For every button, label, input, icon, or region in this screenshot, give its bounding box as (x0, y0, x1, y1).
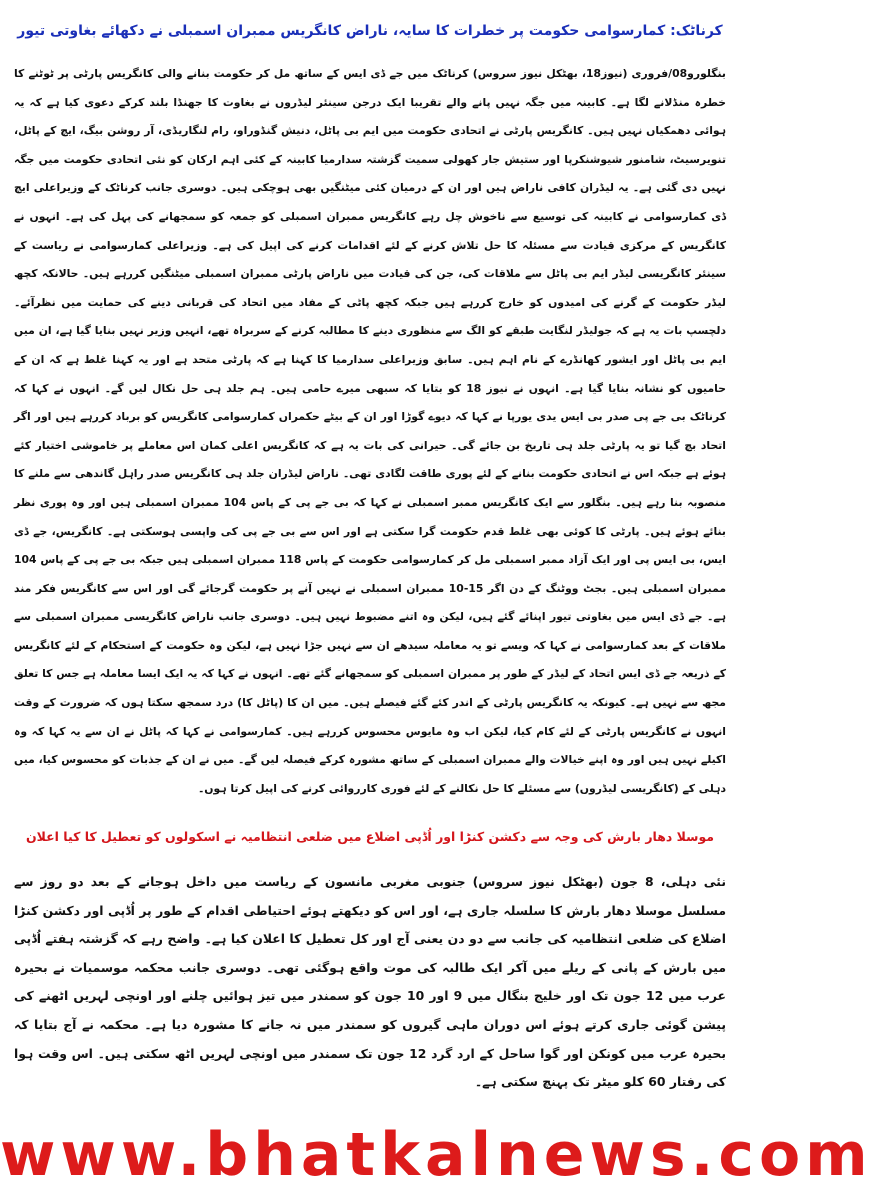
website-watermark: www.bhatkalnews.com (0, 1120, 873, 1190)
article-2-headline: موسلا دھار بارش کی وجہ سے دکشن کنڑا اور اُڈپی اضلاع میں ضلعی انتظامیہ نے اسکولوں کو تعطیل کا کیا اعلان (25, 829, 715, 844)
article-2-paragraph: نئی دہلی، 8 جون (بھٹکل نیوز سروس) جنوبی مغربی مانسون کے ریاست میں داخل ہوجانے کے بعد دو روز سے مسلسل موسلا دھار بارش کا سلسلہ جاری ہے، اور اس کو دیکھتے ہوئے احتیاطی اقدام کے طور پر اُڈپی اور دکشن کنڑا اضلاع کی ضلعی انتظامیہ کی جانب سے دو دن یعنی آج اور کل تعطیل کا اعلان کیا ہے۔ واضح رہے کہ گزشتہ ہفتے اُڈپی میں بارش کے پانی کے ریلے میں آکر ایک طالبہ کی موت واقع ہوگئی تھی۔ دوسری جانب محکمہ موسمیات نے بحیرہ عرب میں 12 جون تک اور خلیج بنگال میں 9 اور 10 جون کو سمندر میں تیز ہوائیں چلنے اور اونچی لہریں اٹھنے کی پیشن گوئی جاری کرتے ہوئے اس دوران ماہی گیروں کو سمندر میں نہ جانے کا مشورہ دیا ہے۔ محکمہ نے آج بتایا کہ بحیرہ عرب میں کونکن اور گوا ساحل کے ارد گرد 12 جون تک سمندر میں اونچی لہریں اٹھ سکتی ہیں۔ اس وقت ہوا کی رفتار 60 کلو میٹر تک پہنچ سکتی ہے۔ (14, 874, 726, 1090)
article-1-headline: کرناٹک: کمارسوامی حکومت پر خطرات کا سایہ، ناراض کانگریس ممبران اسمبلی نے دکھائے بغاوتی تیور (17, 23, 723, 39)
article-2-body (14, 868, 726, 1112)
article-1-paragraph: بنگلورو08/فروری (نیوز18، بھٹکل نیوز سروس) کرناٹک میں جے ڈی ایس کے ساتھ مل کر حکومت بنانے والی کانگریس پارٹی پر ٹوٹنے کا خطرہ منڈلانے لگا ہے۔ کابینہ میں جگہ نہیں پانے والے تقریبا ایک درجن سینئر لیڈروں نے بغاوت کا جھنڈا بلند کرکے دعوی کیا ہے کہ یہ ہوائی دھمکیاں نہیں ہیں۔ کانگریس پارٹی نے اتحادی حکومت میں ایم بی پاٹل، دنیش گنڈوراو، رام لنگاریڈی، آر روشن بیگ، ایچ کے پاٹل، تنویرسیٹ، شامنور شیوشنکرپا اور ستیش جار کھولی سمیت گزشتہ سدارمیا کابینہ کے کئی اہم ارکان کو نئی اتحادی حکومت میں جگہ نہیں دی گئی ہے۔ یہ لیڈران کافی ناراض ہیں اور ان کے درمیان کئی میٹنگیں بھی ہوچکی ہیں۔ دوسری جانب کرناٹک کے وزیراعلی ایچ ڈی کمارسوامی نے کابینہ کی توسیع سے ناخوش چل رہے کانگریس ممبران اسمبلی کو جمعہ کو سمجھانے کی پہل کی ہے۔ انہوں نے کانگریس کے مرکزی قیادت سے مسئلہ کا حل تلاش کرنے کے لئے اقدامات کرنے کی اپیل کی ہے۔ وزیراعلی کمارسوامی نے ریاست کے سینئر کانگریسی لیڈر ایم بی پاٹل سے ملاقات کی، جن کی قیادت میں ناراض پارٹی ممبران اسمبلی میٹنگیں کررہے ہیں۔ حالانکہ کچھ لیڈر حکومت کے گرنے کی امیدوں کو خارج کررہے ہیں جبکہ کچھ پاٹی کے مفاد میں اتحاد کی قربانی دینے کی حمایت میں نظرآئے۔ دلچسپ بات یہ ہے کہ جولیڈر لنگایت طبقے کو الگ سے منظوری دینے کا مطالبہ کرنے کے سربراہ تھے، انہیں وزیر نہیں بنایا گیا ہے، ان میں ایم بی پاٹل اور ایشور کھانڈرے کے نام اہم ہیں۔ سابق وزیراعلی سدارمیا کا کہنا ہے کہ پارٹی متحد ہے اور یہ کہنا غلط ہے کہ ان کے حامیوں کو نشانہ بنایا گیا ہے۔ انہوں نے نیوز 18 کو بتایا کہ سبھی میرے حامی ہیں۔ ہم جلد ہی حل نکال لیں گے۔ انہوں نے کہا کہ کرناٹک بی جے پی صدر بی ایس یدی یورپا نے کہا کہ دیوے گوڑا اور ان کے بیٹے حکمراں کمارسوامی کانگریس کو برباد کررہے ہیں اور اگر اتحاد بچ گیا تو یہ پارٹی جلد ہی تاریخ بن جائے گی۔ حیرانی کی بات یہ ہے کہ کانگریس اعلی کمان اس معاملے پر خاموشی اختیار کئے ہوئے ہے جبکہ اس نے اتحادی حکومت بنانے کے لئے پوری طاقت لگادی تھی۔ ناراض لیڈران جلد ہی کانگریس صدر راہل گاندھی سے ملنے کا منصوبہ بنا رہے ہیں۔ بنگلور سے ایک کانگریس ممبر اسمبلی نے کہا کہ بی جے پی کے پاس 104 ممبران اسمبلی ہیں اور وہ پوری نظر بنائے ہوئے ہیں۔ پارٹی کا کوئی بھی غلط قدم حکومت گرا سکتی ہے اور اس سے بی جے پی کی واپسی ہوسکتی ہے۔ کانگریس، جے ڈی ایس، بی ایس پی اور ایک آزاد ممبر اسمبلی مل کر کمارسوامی حکومت کے پاس 118 ممبران اسمبلی ہیں جبکہ بی جے پی کے پاس 104 ممبران اسمبلی ہیں۔ بجٹ ووٹنگ کے دن اگر 15-10 ممبران اسمبلی نے نہیں آنے پر حکومت گرجائے گی اور اس سے کانگریس فکر مند ہے۔ جے ڈی ایس میں بغاوتی تیور اپنائے گئے ہیں، لیکن وہ اتنے مضبوط نہیں ہیں۔ دوسری جانب ناراض کانگریسی ممبران اسمبلی سے ملاقات کے بعد کمارسوامی نے کہا کہ ویسے تو یہ معاملہ سیدھے ان سے نہیں جڑا نہیں ہے، لیکن وہ حکومت کے استحکام کے لئے کانگریس کے ذریعہ جے ڈی ایس اتحاد کے لیڈر کے طور پر ممبران اسمبلی کو سمجھانے گئے تھے۔ انہوں نے کہا کہ یہ ایک ایسا معاملہ ہے جس کا تعلق مجھ سے نہیں ہے۔ کیونکہ یہ کانگریس پارٹی کے اندر کئے گئے فیصلے ہیں۔ میں ان کا (پاٹل کا) درد سمجھ سکتا ہوں کہ ضرورت کے وقت انہوں نے کانگریس پارٹی کے لئے کام کیا، لیکن اب وہ مایوس محسوس کررہے ہیں۔ کمارسوامی نے کہا کہ پاٹل نے ان سے یہ کہا کہ وہ اکیلے نہیں ہیں اور وہ اپنے خیالات والے ممبران اسمبلی کے ساتھ مشورہ کرکے فیصلہ لیں گے۔ میں نے ان کے جذبات کو محسوس کیا، میں دہلی کے (کانگریسی لیڈروں) سے مسئلے کا حل نکالنے کے لئے فوری کارروائی کرنے کی اپیل کرتا ہوں۔ (14, 67, 726, 795)
article-1-body (14, 60, 726, 805)
